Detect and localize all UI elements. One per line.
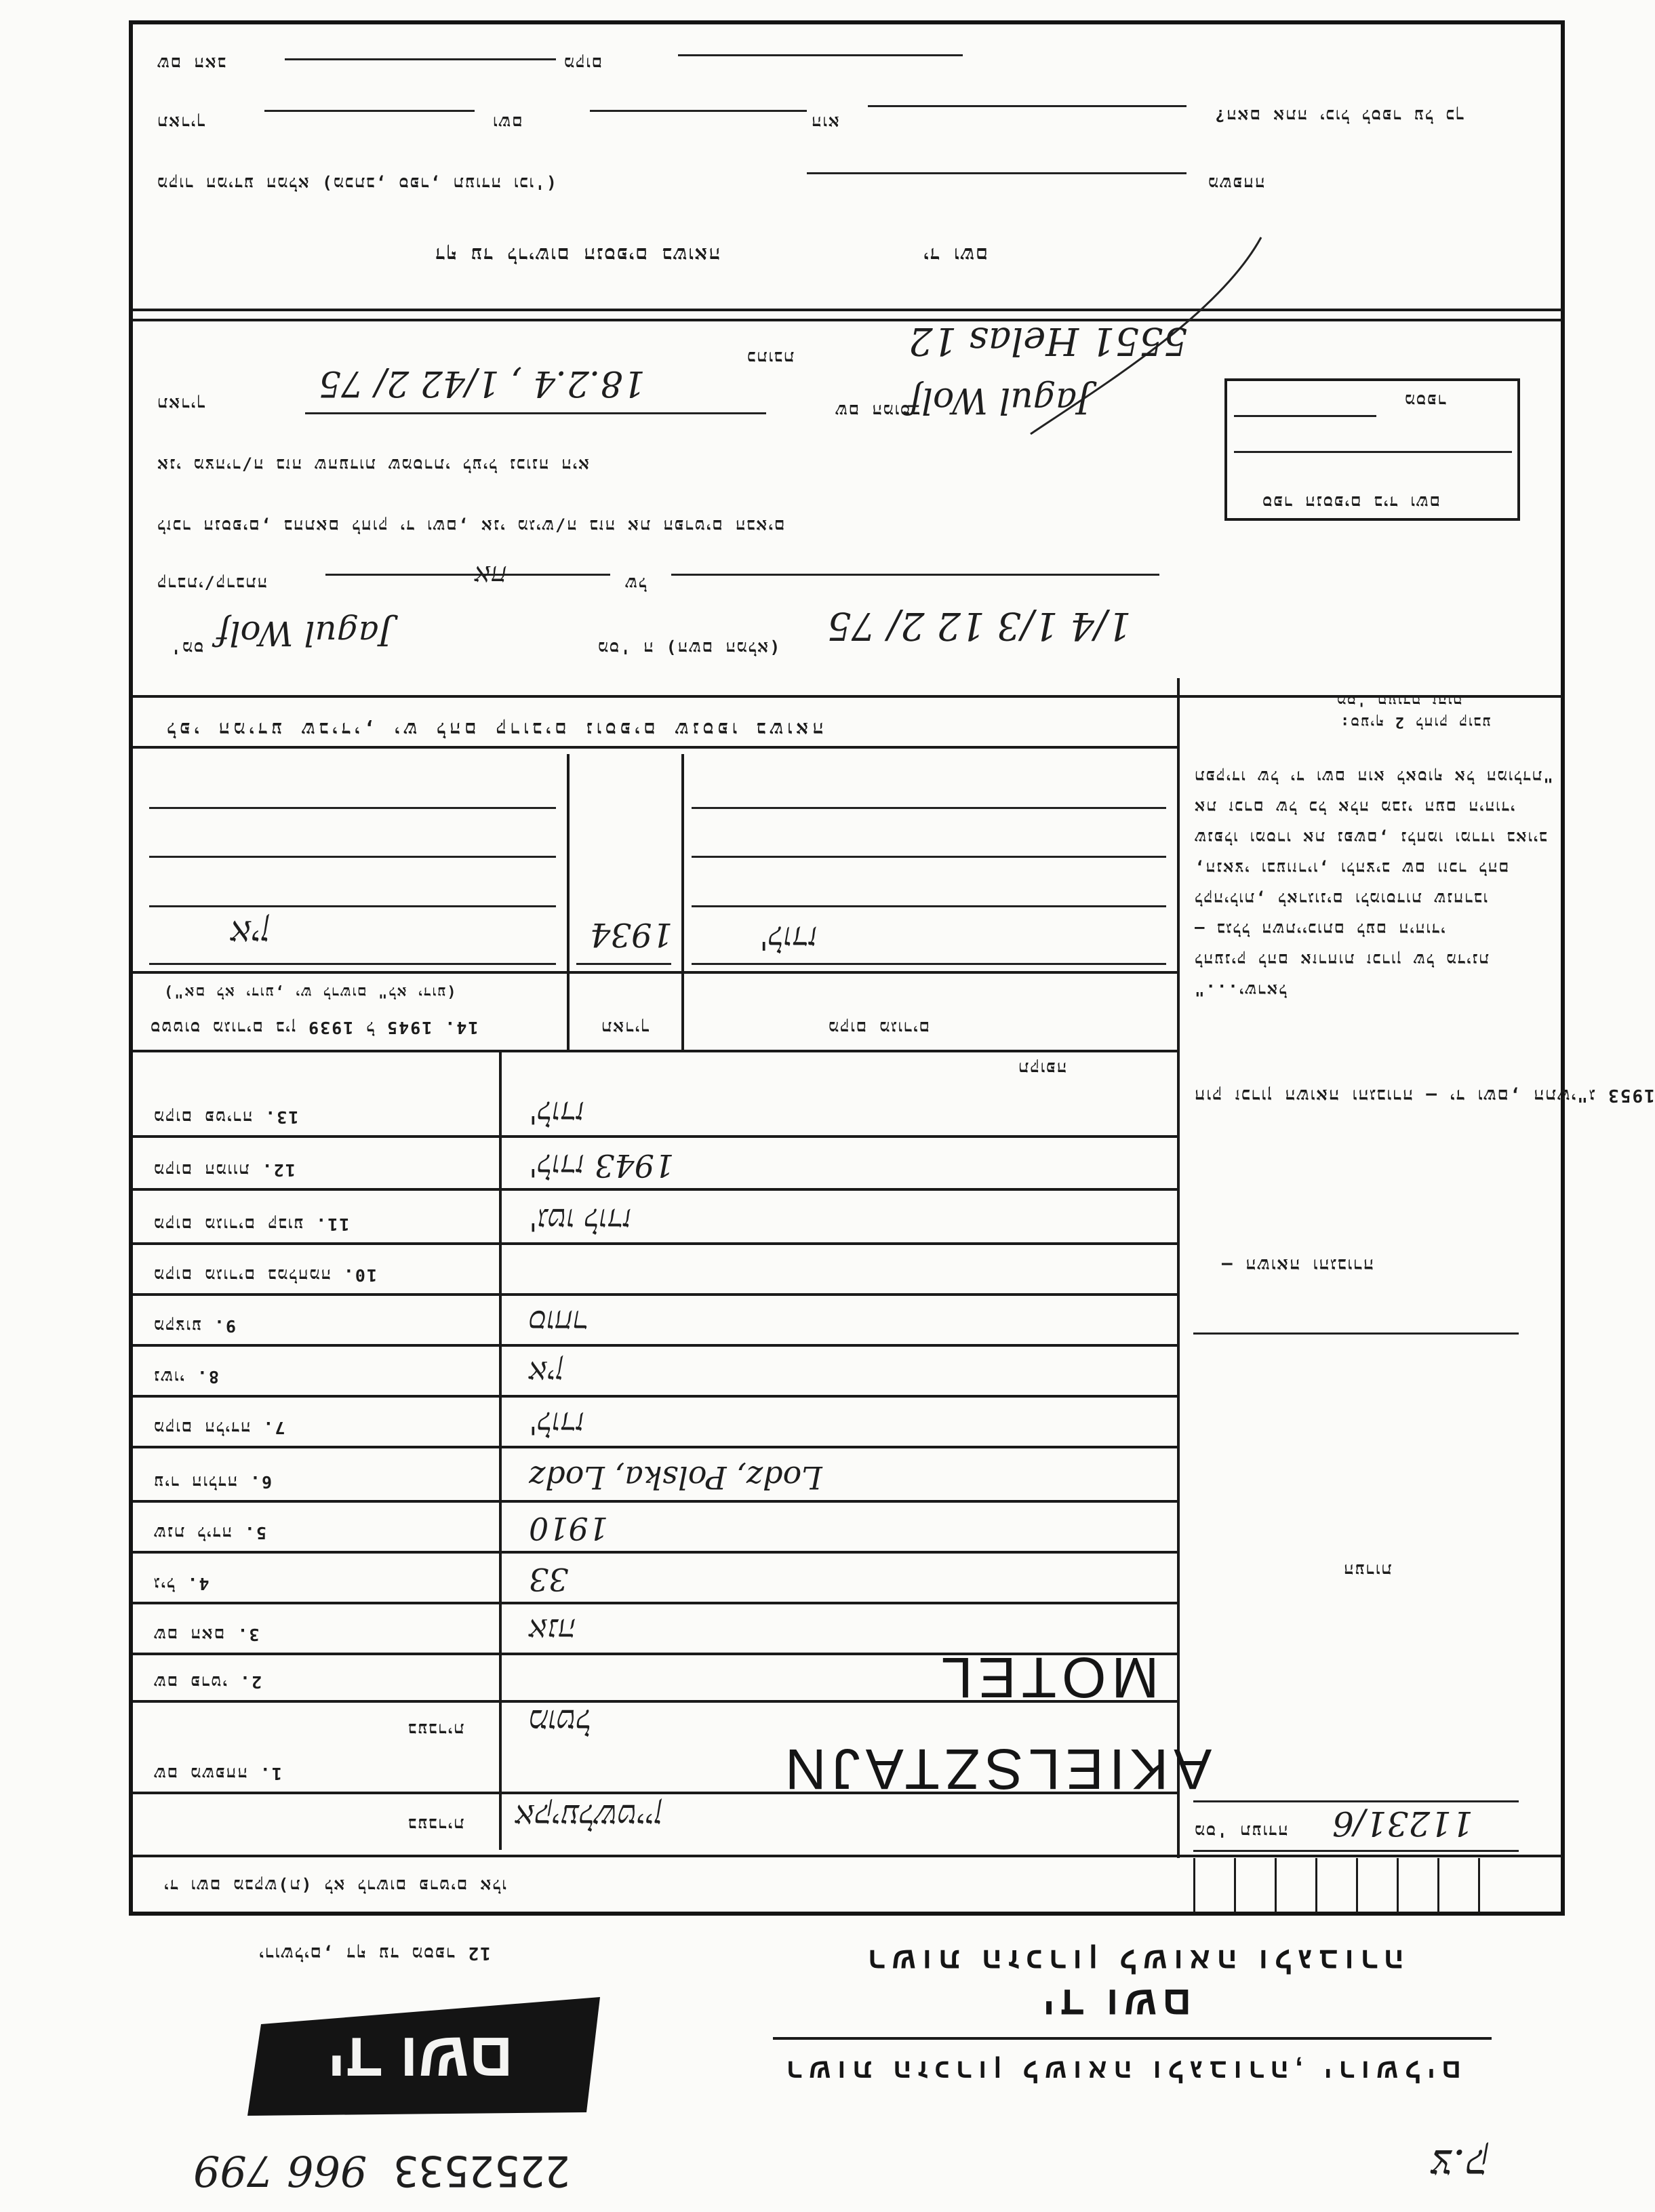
header-label-5: הוא: [810, 113, 839, 132]
header-divider-2: [133, 319, 1562, 321]
declaration-text-2: לזכר הנספים, בהתאם לחוק יד ושם, אני מגיש/ה בזה את הפרטים הבאים: [156, 516, 785, 536]
relatives-row-4: [149, 963, 556, 965]
field-value: 1910: [529, 1510, 609, 1547]
law-line-10: מס' תעודת זהות: [1336, 692, 1462, 709]
law-line-2: "תפקידו של יד ושם הוא לאסוף אל המולדת: [1193, 767, 1553, 786]
field-value: אין: [529, 1354, 564, 1391]
on-line: [671, 574, 1159, 576]
field-value: גטו לודז': [529, 1202, 632, 1238]
law-line-6: לקהילות, לארגונים ולמוסדות שנחרבו: [1193, 889, 1488, 908]
yad-vashem-logo: [247, 1997, 600, 2116]
header-label-3: תאריך: [156, 113, 205, 132]
cert-label: מס' תעודה: [1193, 1821, 1288, 1841]
digit-box-divider: [1275, 1858, 1277, 1912]
digit-box-divider: [1356, 1858, 1358, 1912]
field-value: Lodz, Polska, Lodz: [529, 1459, 822, 1496]
relation-label: קרבתי/קרבתה: [156, 574, 267, 593]
law-heading: חוק זכרון השואה והגבורה — יד ושם, התשי"ג 1953: [1193, 1085, 1655, 1105]
form-title-b: יד ושם: [922, 243, 989, 266]
field-row-line: [133, 1551, 1177, 1554]
bottom-center-rule: [773, 2037, 1492, 2040]
fields-col-divider: [499, 1050, 502, 1850]
fields-top-line: [133, 1050, 1177, 1052]
law-line-5: הנאצי ובעוזריו, ולהציב שם וזכר להם,: [1193, 858, 1509, 877]
form-title: דף עד לרישום הנספים בשואה: [434, 243, 720, 266]
footer-row-line: [133, 1855, 1562, 1857]
law-divider: [1193, 1332, 1519, 1335]
last-name-he-label: בעברית: [407, 1815, 464, 1834]
law-line-7: בגלל השתייכותם לעם היהודי —: [1193, 920, 1445, 939]
field-value: 1943 לודז': [529, 1147, 675, 1184]
footer-row-text: יד ושם מבקש(ת) לא לרשום פרטים אלו: [163, 1876, 506, 1895]
field-label: 11. מקום מגורים קבוע: [153, 1214, 350, 1234]
field-row-line: [133, 1395, 1177, 1398]
relatives-row-2b: [692, 856, 1166, 858]
digit-box-divider: [1478, 1858, 1480, 1912]
date-line: [305, 412, 766, 414]
header-line-2: [264, 110, 475, 112]
relatives-col-label: תקופה: [1017, 1059, 1067, 1078]
list-id-label: מספר: [1403, 391, 1446, 410]
witness-value: 1/4 1/3 12 2/ 75: [827, 604, 1132, 648]
cert-value: 11231/6: [1332, 1804, 1473, 1843]
relatives-row-1: [149, 807, 556, 809]
field-row-line: [133, 1446, 1177, 1448]
field-value: סוחר: [529, 1303, 589, 1340]
list-id-line-2: [1234, 451, 1512, 453]
field-label: 3. שם האם: [153, 1625, 260, 1644]
witness-label: מס' ה (השם המלא): [597, 638, 780, 658]
relatives-value-2: 1934: [590, 915, 673, 953]
field-row-line: [133, 1500, 1177, 1503]
corner-mark: צ.ק: [1431, 2140, 1489, 2190]
header-label-6: האם אתה יכול לספר על כך?: [1214, 106, 1464, 125]
field-label: 4. גיל: [153, 1574, 210, 1594]
header-label-8: משפחה: [1207, 174, 1265, 193]
bottom-left-small: ירושלים, דף עד מספר 12: [258, 1943, 491, 1963]
relatives-row-4b: [576, 963, 671, 965]
digit-box-divider: [1437, 1858, 1439, 1912]
field-value: MOTEL: [936, 1646, 1159, 1710]
instructions-label: הערות: [1342, 1560, 1392, 1580]
digit-box-divider: [1234, 1858, 1236, 1912]
relatives-footer-a: מקום מגורים: [827, 1018, 930, 1038]
relatives-value-3: לודז': [759, 919, 818, 957]
relation-value: אח: [475, 559, 507, 591]
field-label: 6. עיר הולדה: [153, 1472, 273, 1492]
relatives-header: לפי המידע שבידי, יש להם קרובים נוספים שנספו בשואה: [163, 718, 824, 740]
list-id-sub: ספר הנספים ביד ושם: [1261, 492, 1441, 512]
field-value: לודז': [529, 1094, 585, 1131]
field-value: AKIELSZTAJN: [780, 1737, 1212, 1801]
relatives-col-1: [567, 754, 570, 1052]
field-value: 33: [529, 1561, 569, 1598]
relatives-footer-c: 14. סטטוס מגורים בין 1939 ל 1945: [149, 1018, 479, 1038]
first-name-he-value: מוטל: [529, 1702, 592, 1740]
law-title: השואה והגבורה —: [1220, 1255, 1374, 1275]
address-label: כתובת: [746, 348, 795, 368]
id-value: Jagul Wolf: [217, 614, 393, 653]
header-label-4: ושם: [492, 113, 523, 132]
field-label: 13. מקום פטירה: [153, 1107, 299, 1127]
cert-line-top: [1193, 1800, 1519, 1802]
header-label-1: שם האב: [156, 54, 226, 73]
relatives-footer-b: תאריך: [600, 1018, 650, 1038]
relatives-col-2: [681, 754, 684, 1052]
field-value: אנה: [529, 1612, 576, 1648]
field-label: 2. שם פרטי: [153, 1672, 262, 1692]
field-row-line: [133, 1242, 1177, 1245]
law-line-1: סעיף 2 לחוק קובע:: [1339, 713, 1491, 730]
header-line-1b: [678, 54, 963, 56]
field-label: 9. מקצוע: [153, 1316, 236, 1336]
date-label: תאריך: [156, 394, 205, 414]
relatives-value-1: אין: [231, 912, 271, 953]
cert-line: [1193, 1850, 1519, 1852]
header-divider: [133, 309, 1562, 311]
field-label: 5. שנת לידה: [153, 1523, 266, 1543]
field-label: 1. שם משפחה: [153, 1764, 282, 1783]
header-label-7: מקור המידע המלא (מכתב, ספר, תעודה וכו'): [156, 174, 557, 193]
digit-box-divider: [1315, 1858, 1317, 1912]
law-line-9: ישראל...": [1193, 981, 1287, 1000]
fields-right-border: [1177, 678, 1180, 1858]
field-label: 7. מקום הלידה: [153, 1418, 285, 1438]
bottom-center-1: רשות הזכרון לשואה ולגבורה: [861, 1943, 1404, 1977]
list-id-line: [1234, 415, 1376, 417]
field-label: 8. נשוי: [153, 1367, 219, 1387]
logo-text: יד ושם: [327, 2024, 514, 2093]
field-row-line: [133, 1188, 1177, 1191]
date-value: 18.2.4 , 1/42 2/ 75: [319, 363, 645, 403]
header-line-1: [285, 58, 556, 60]
handwritten-number: 966 799: [193, 2146, 367, 2196]
first-name-he-label: בעברית: [407, 1720, 464, 1739]
relatives-row-3b: [692, 905, 1166, 907]
last-name-he-value: אקיעלשטיין: [515, 1797, 663, 1835]
law-line-8: להעניק להם אזרחות זכרון של מדינת: [1193, 950, 1489, 969]
relatives-row-3: [149, 905, 556, 907]
field-label: 12. מקום המוות: [153, 1160, 296, 1180]
header-label-2: מקום: [563, 54, 603, 73]
relatives-footer-line: [133, 971, 1177, 974]
field-row-line: [133, 1344, 1177, 1347]
law-line-3: את זכרם של כל אלה מבני העם היהודי: [1193, 797, 1515, 816]
field-row-line: [133, 1602, 1177, 1604]
bottom-center-2: יד ושם: [1037, 1981, 1192, 2026]
relatives-row-2: [149, 856, 556, 858]
digit-box-divider: [1397, 1858, 1399, 1912]
id-label: מס': [170, 638, 204, 658]
relatives-row-4c: [692, 963, 1166, 965]
digit-box-divider: [1193, 1858, 1195, 1912]
field-value: לודז': [529, 1405, 585, 1442]
declaration-text: אני מצהיר/ה בזה שהעדות שמסרתי לעיל נכונה היא: [156, 455, 590, 475]
relatives-footer-note: (אם לא ידוע, יש לרשום "לא ידוע"): [163, 983, 456, 1000]
header-line-3: [807, 172, 1187, 174]
field-row-line: [133, 1135, 1177, 1138]
bottom-center-3: רשות הזכרון לשואה ולגבורה, ירושלים: [780, 2055, 1462, 2085]
header-line-2b: [590, 110, 807, 112]
relation-line: [325, 574, 610, 576]
address-value: 5551 Helas 12: [909, 319, 1188, 363]
submitter-name-label: שם המוסר: [834, 401, 920, 420]
relatives-row-1b: [692, 807, 1166, 809]
field-label: 10. מקום מגורים במלחמה: [153, 1265, 377, 1285]
field-row-line: [133, 1293, 1177, 1296]
serial-number: 2252533: [393, 2146, 571, 2196]
law-line-4: שנפלו ומסרו את נפשם, נלחמו ומרדו באויב: [1193, 828, 1547, 847]
header-line-2c: [868, 105, 1187, 107]
submitter-name-value: Jagul Wolf: [909, 380, 1091, 420]
relatives-header-line: [133, 746, 1177, 749]
on-label: של: [624, 574, 647, 593]
